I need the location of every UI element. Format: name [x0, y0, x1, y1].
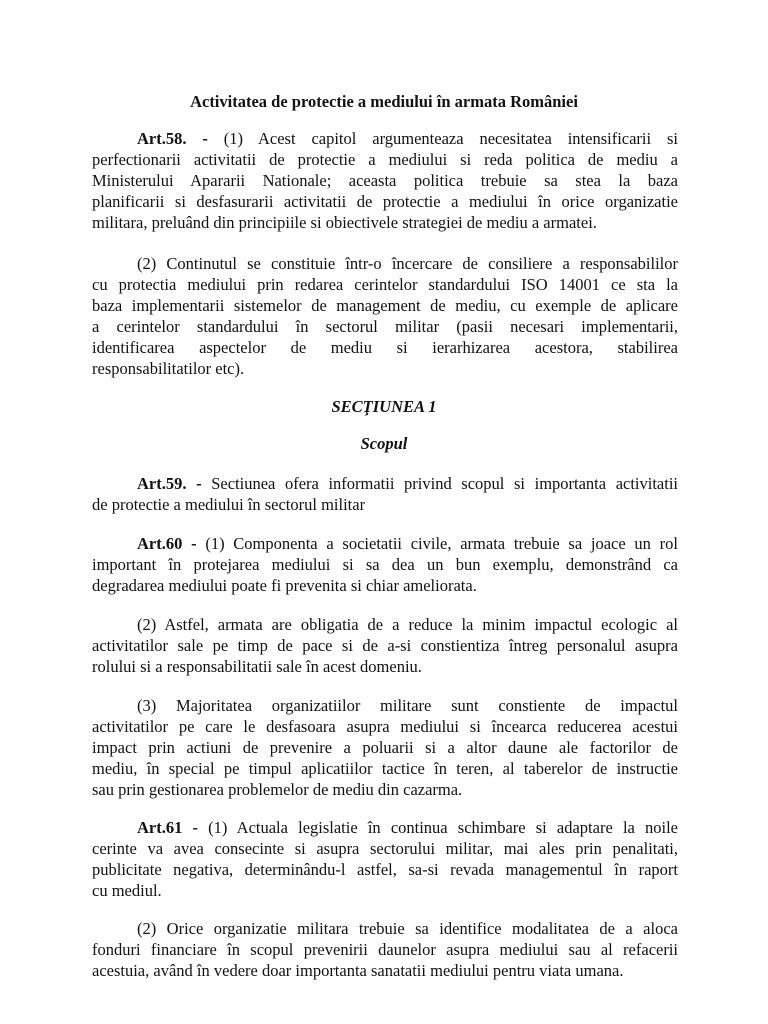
text-line: Art.61 - (1) Actuala legislatie în continua schimbare si adaptare la noile — [137, 818, 678, 837]
article-label: Art.59. - — [137, 474, 202, 493]
text-line: perfectionarii activitatii de protectie a mediului si reda politica de mediu a — [92, 150, 678, 169]
text-line: rolului si a responsabilitatii sale în acest domeniu. — [92, 657, 422, 676]
text-line: mediu, în special pe timpul aplicatiilor tactice în teren, al taberelor de instructie — [92, 759, 678, 778]
art58-paragraph-1 — [92, 128, 678, 233]
text-line: cu protectia mediului prin redarea cerintelor standardului ISO 14001 ce sta la — [92, 275, 678, 294]
text-line: impact prin actiuni de prevenire a poluarii si a altor daune ale factorilor de — [92, 738, 678, 757]
text-line: cu mediul. — [92, 881, 162, 900]
art60-paragraph-2 — [92, 614, 678, 677]
text-line: a cerintelor standardului în sectorul militar (pasii necesari implementarii, — [92, 317, 678, 336]
art61-paragraph-1 — [92, 817, 678, 901]
text-line: Art.60 - (1) Componenta a societatii civile, armata trebuie sa joace un rol — [137, 534, 678, 553]
document-title: Activitatea de protectie a mediului în armata României — [190, 92, 578, 111]
article-label: Art.61 - — [137, 818, 199, 837]
section-heading: SECŢIUNEA 1 — [331, 397, 437, 416]
article-label: Art.60 - — [137, 534, 197, 553]
text-line: activitatilor sale pe timp de pace si de a-si constientiza întreg personalul asupra — [92, 636, 678, 655]
section-subheading: Scopul — [360, 434, 408, 453]
art60-paragraph-1 — [92, 533, 678, 596]
text-line: responsabilitatilor etc). — [92, 359, 245, 378]
text-line: (2) Astfel, armata are obligatia de a reduce la minim impactul ecologic al — [137, 615, 678, 634]
text-line: Art.58. - (1) Acest capitol argumenteaza necesitatea intensificarii si — [137, 129, 678, 148]
art60-paragraph-3 — [92, 695, 678, 800]
text-line: militara, preluând din principiile si obiectivele strategiei de mediu a armatei. — [92, 213, 597, 232]
text-line: Ministerului Apararii Nationale; aceasta politica trebuie sa stea la baza — [92, 171, 678, 190]
text-line: sau prin gestionarea problemelor de mediu din cazarma. — [92, 780, 463, 799]
art59-paragraph — [92, 473, 678, 515]
text-line: identificarea aspectelor de mediu si ierarhizarea acestora, stabilirea — [92, 338, 678, 357]
text-line: baza implementarii sistemelor de management de mediu, cu exemple de aplicare — [92, 296, 678, 315]
text-line: publicitate negativa, determinându-l astfel, sa-si revada managementul în raport — [92, 860, 678, 879]
text-line: activitatilor pe care le desfasoara asupra mediului si încearca reducerea acestui — [92, 717, 678, 736]
text-line: (3) Majoritatea organizatiilor militare sunt constiente de impactul — [137, 696, 678, 715]
article-label: Art.58. - — [137, 129, 208, 148]
art58-paragraph-2 — [92, 253, 678, 379]
text-line: Art.59. - Sectiunea ofera informatii privind scopul si importanta activitatii — [137, 474, 678, 493]
text-line: cerinte va avea consecinte si asupra sectorului militar, mai ales prin penalitati, — [92, 839, 678, 858]
text-line: de protectie a mediului în sectorul militar — [92, 495, 366, 514]
text-line: important în protejarea mediului si sa dea un bun exemplu, demonstrând ca — [92, 555, 678, 574]
text-line: fonduri financiare în scopul prevenirii daunelor asupra mediului sau al refacerii — [92, 940, 678, 959]
text-line: (2) Continutul se constituie într-o încercare de consiliere a responsabililor — [137, 254, 678, 273]
text-line: planificarii si desfasurarii activitatii de protectie a mediului în orice organizatie — [92, 192, 678, 211]
text-line: (2) Orice organizatie militara trebuie sa identifice modalitatea de a aloca — [137, 919, 678, 938]
text-line: acestuia, având în vedere doar importanta sanatatii mediului pentru viata umana. — [92, 961, 624, 980]
art61-paragraph-2 — [92, 918, 678, 981]
text-line: degradarea mediului poate fi prevenita si chiar ameliorata. — [92, 576, 477, 595]
